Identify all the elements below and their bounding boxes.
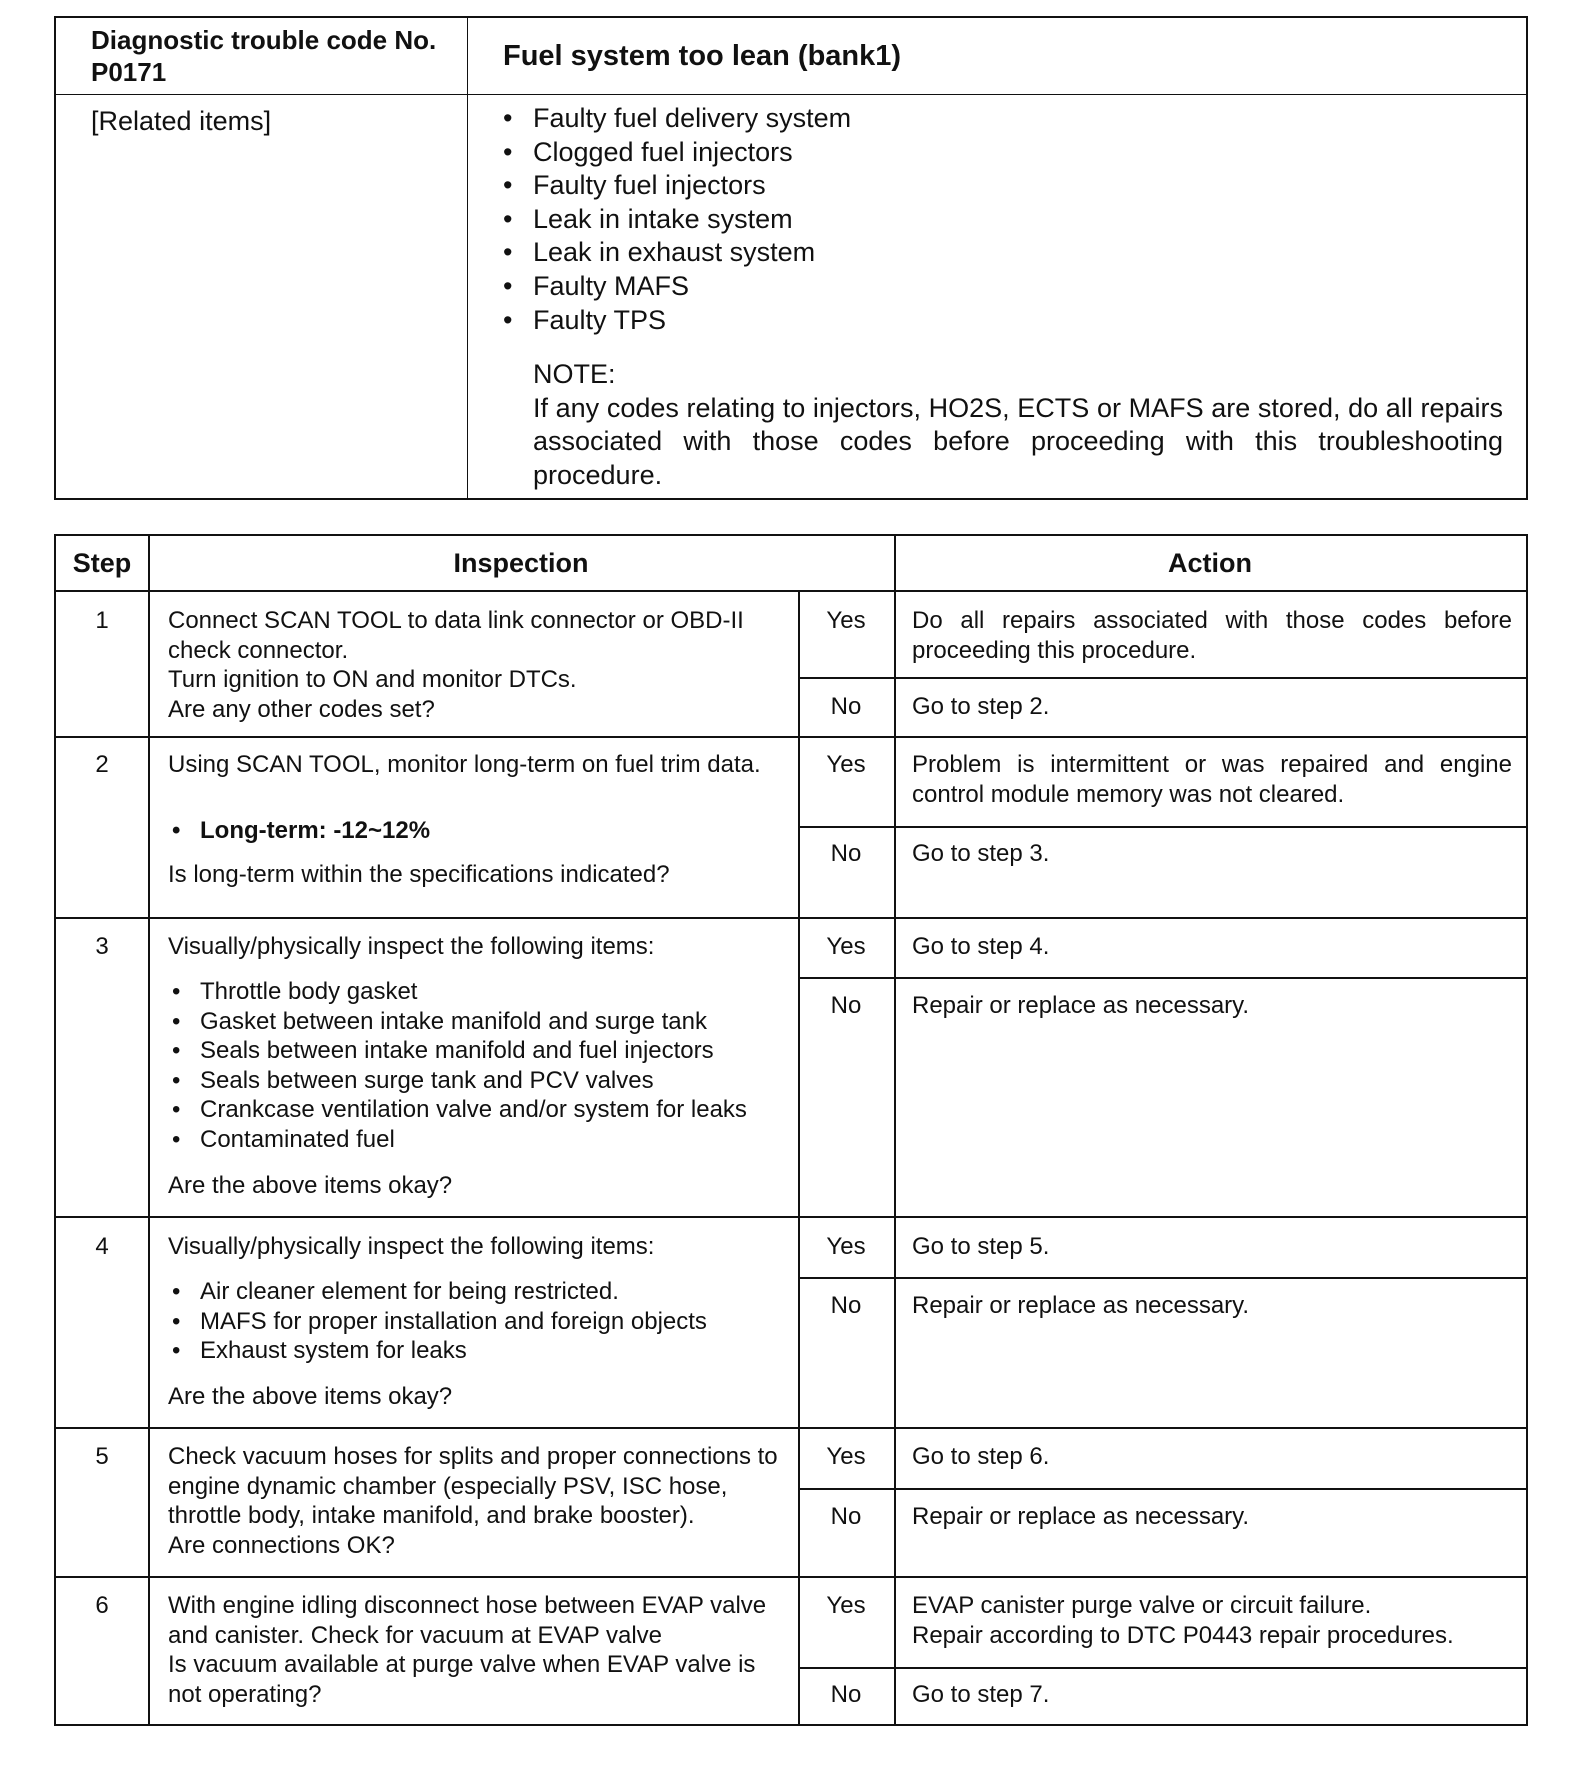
no-action: Repair or replace as necessary. <box>912 992 1250 1019</box>
divider <box>56 736 1526 738</box>
list-item: • Faulty fuel injectors <box>503 169 851 203</box>
no-label: No <box>830 1503 862 1530</box>
no-action: Go to step 2. <box>912 693 1050 720</box>
divider <box>798 1667 1528 1669</box>
no-action: Go to step 7. <box>912 1681 1050 1708</box>
bullet-icon: • <box>503 103 513 133</box>
step-inspection: Visually/physically inspect the following items: <box>168 1233 655 1260</box>
note-label: NOTE: <box>533 359 616 389</box>
list-item: • Seals between surge tank and PCV valves <box>172 1066 654 1094</box>
step-number: 4 <box>95 1233 109 1260</box>
list-item: • Clogged fuel injectors <box>503 136 851 170</box>
divider <box>798 977 1528 979</box>
divider <box>56 1427 1526 1429</box>
bullet-icon: • <box>172 817 181 844</box>
yes-action: EVAP canister purge valve or circuit failure. Repair according to DTC P0443 repair procedures. <box>912 1592 1454 1649</box>
bullet-icon: • <box>503 136 513 167</box>
divider <box>798 1488 1528 1490</box>
yes-action: Do all repairs associated with those codes before proceeding this procedure. <box>912 607 1512 664</box>
no-label: No <box>830 840 862 867</box>
related-items-list <box>503 102 851 337</box>
list-item: • Faulty fuel delivery system <box>503 102 851 136</box>
bullet-icon: • <box>172 1037 181 1064</box>
related-items-label: [Related items] <box>91 106 272 136</box>
step-number: 6 <box>95 1592 109 1619</box>
step-question: Are the above items okay? <box>168 1383 453 1410</box>
step-question: Is vacuum available at purge valve when EVAP valve is not operating? <box>168 1651 756 1708</box>
bullet-icon: • <box>503 270 513 301</box>
no-label: No <box>830 1681 862 1708</box>
step-inspection: Connect SCAN TOOL to data link connector or OBD-II check connector. Turn ignition to ON and monitor DTCs. Are any other codes set? <box>168 606 783 724</box>
bullet-icon: • <box>172 1307 181 1335</box>
step-inspection: Visually/physically inspect the following items: <box>168 933 655 960</box>
bullet-icon: • <box>172 1278 181 1305</box>
yes-label: Yes <box>826 1233 866 1260</box>
no-action: Repair or replace as necessary. <box>912 1503 1250 1530</box>
no-action: Repair or replace as necessary. <box>912 1292 1250 1319</box>
step-number: 3 <box>95 933 109 960</box>
bullet-icon: • <box>172 978 181 1005</box>
list-item: • Leak in exhaust system <box>503 236 851 270</box>
yes-action: Go to step 4. <box>912 933 1050 960</box>
column-header-inspection: Inspection <box>453 548 589 578</box>
bullet-icon: • <box>503 237 513 268</box>
list-item: • Faulty TPS <box>503 304 851 338</box>
dtc-code-label: Diagnostic trouble code No. P0171 <box>91 25 437 87</box>
no-label: No <box>830 992 862 1019</box>
divider <box>467 18 468 498</box>
step-inspection: Using SCAN TOOL, monitor long-term on fuel trim data. <box>168 751 761 778</box>
bullet-icon: • <box>172 1337 181 1364</box>
no-label: No <box>830 693 862 720</box>
troubleshooting-table <box>54 534 1528 1726</box>
divider <box>148 536 150 1724</box>
yes-label: Yes <box>826 933 866 960</box>
bullet-icon: • <box>172 1066 181 1094</box>
divider <box>56 590 1526 592</box>
step-question: Are any other codes set? <box>168 695 435 723</box>
list-item: • MAFS for proper installation and foreign objects <box>172 1307 707 1335</box>
divider <box>56 1216 1526 1218</box>
column-header-step: Step <box>72 548 132 578</box>
divider <box>798 1277 1528 1279</box>
divider <box>56 917 1526 919</box>
step-inspection: With engine idling disconnect hose between EVAP valve and canister. Check for vacuum at EVAP valve Is vacuum available at purge valve when EVAP valve is not operating? <box>168 1591 783 1709</box>
step-question: Are connections OK? <box>168 1531 395 1559</box>
yes-label: Yes <box>826 1592 866 1619</box>
no-action: Go to step 3. <box>912 840 1050 867</box>
list-item: • Crankcase ventilation valve and/or system for leaks <box>172 1096 747 1123</box>
column-header-action: Action <box>1168 548 1252 578</box>
step-number: 5 <box>95 1443 109 1470</box>
yes-action: Go to step 5. <box>912 1233 1050 1260</box>
list-item: • Throttle body gasket <box>172 978 418 1005</box>
list-item: • Leak in intake system <box>503 203 851 237</box>
yes-action: Problem is intermittent or was repaired and engine control module memory was not cleared. <box>912 751 1512 808</box>
yes-action: Go to step 6. <box>912 1443 1050 1470</box>
list-item: • Seals between intake manifold and fuel injectors <box>172 1037 714 1064</box>
list-item: • Faulty MAFS <box>503 270 851 304</box>
bullet-icon: • <box>172 1096 181 1123</box>
bullet-icon: • <box>172 1125 181 1153</box>
divider <box>56 1576 1526 1578</box>
list-item: • Gasket between intake manifold and surge tank <box>172 1007 707 1035</box>
bullet-icon: • <box>503 170 513 201</box>
list-item: • Exhaust system for leaks <box>172 1337 467 1364</box>
note-text: If any codes relating to injectors, HO2S, ECTS or MAFS are stored, do all repairs associated with those codes before proceeding with this troubleshooting procedure. <box>533 392 1503 490</box>
dtc-title: Fuel system too lean (bank1) <box>503 40 902 72</box>
yes-label: Yes <box>826 1443 866 1470</box>
bullet-icon: • <box>503 203 513 234</box>
dtc-header-table <box>54 16 1528 500</box>
list-item: • Contaminated fuel <box>172 1125 395 1153</box>
divider <box>798 677 1528 679</box>
note-block <box>533 358 1503 492</box>
inspection-items <box>168 1277 793 1366</box>
step-number: 1 <box>95 607 109 634</box>
list-item: • Air cleaner element for being restricted. <box>172 1278 619 1305</box>
divider <box>56 94 1526 95</box>
bullet-icon: • <box>172 1007 181 1035</box>
step-inspection: Check vacuum hoses for splits and proper connections to engine dynamic chamber (especially PSV, ISC hose, throttle body, intake manifold, and brake booster). Are connections OK? <box>168 1442 793 1560</box>
spec-item: • Long-term: -12~12% <box>172 817 431 844</box>
bullet-icon: • <box>503 304 513 335</box>
yes-label: Yes <box>826 607 866 634</box>
step-question: Are the above items okay? <box>168 1172 453 1199</box>
step-question: Is long-term within the specifications indicated? <box>168 861 670 888</box>
divider <box>894 536 896 1724</box>
step-number: 2 <box>95 751 109 778</box>
no-label: No <box>830 1292 862 1319</box>
divider <box>798 826 1528 828</box>
yes-label: Yes <box>826 751 866 778</box>
inspection-items <box>168 977 793 1154</box>
